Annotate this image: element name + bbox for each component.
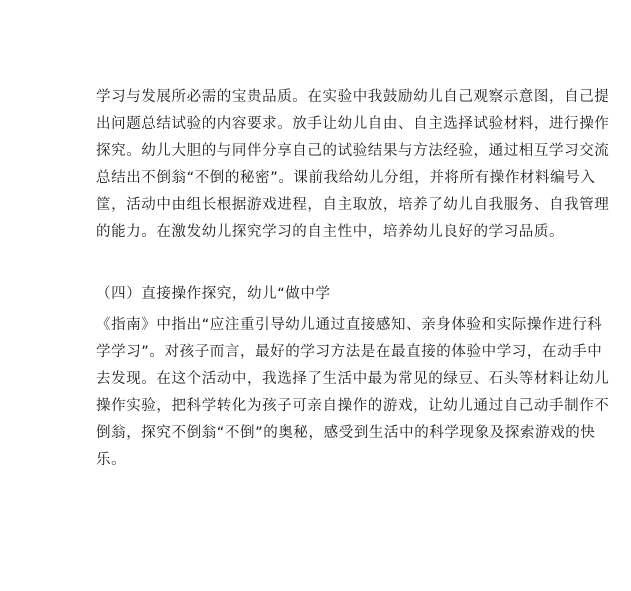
- paragraph-line: 《指南》中指出“应注重引导幼儿通过直接感知、亲身体验和实际操作进行科: [96, 317, 603, 333]
- paragraph-line: 操作实验，把科学转化为孩子可亲自操作的游戏，让幼儿通过自己动手制作不: [96, 398, 610, 414]
- section-heading: （四）直接操作探究，幼儿“做中学: [96, 286, 331, 302]
- paragraph-line: 乐。: [96, 452, 127, 468]
- paragraph-line: 的能力。在激发幼儿探究学习的自主性中，培养幼儿良好的学习品质。: [96, 224, 565, 240]
- paragraph-line: 筐，活动中由组长根据游戏进程，自主取放，培养了幼儿自我服务、自我管理: [96, 197, 610, 213]
- paragraph-line: 倒翁，探究不倒翁“不倒”的奥秘，感受到生活中的科学现象及探索游戏的快: [96, 425, 596, 441]
- paragraph-line: 出问题总结试验的内容要求。放手让幼儿自由、自主选择试验材料，进行操作: [96, 116, 610, 132]
- paragraph-line: 学习与发展所必需的宝贵品质。在实验中我鼓励幼儿自己观察示意图，自己提: [96, 89, 610, 105]
- paragraph-line: 探究。幼儿大胆的与同伴分享自己的试验结果与方法经验，通过相互学习交流: [96, 143, 610, 159]
- paragraph-line: 总结出不倒翁“不倒的秘密”。课前我给幼儿分组，并将所有操作材料编号入: [96, 170, 596, 186]
- paragraph-line: 学学习”。对孩子而言，最好的学习方法是在最直接的体验中学习，在动手中: [96, 344, 603, 360]
- paragraph-2: [96, 312, 610, 474]
- paragraph-1: [96, 84, 610, 246]
- paragraph-line: 去发现。在这个活动中，我选择了生活中最为常见的绿豆、石头等材料让幼儿: [96, 371, 610, 387]
